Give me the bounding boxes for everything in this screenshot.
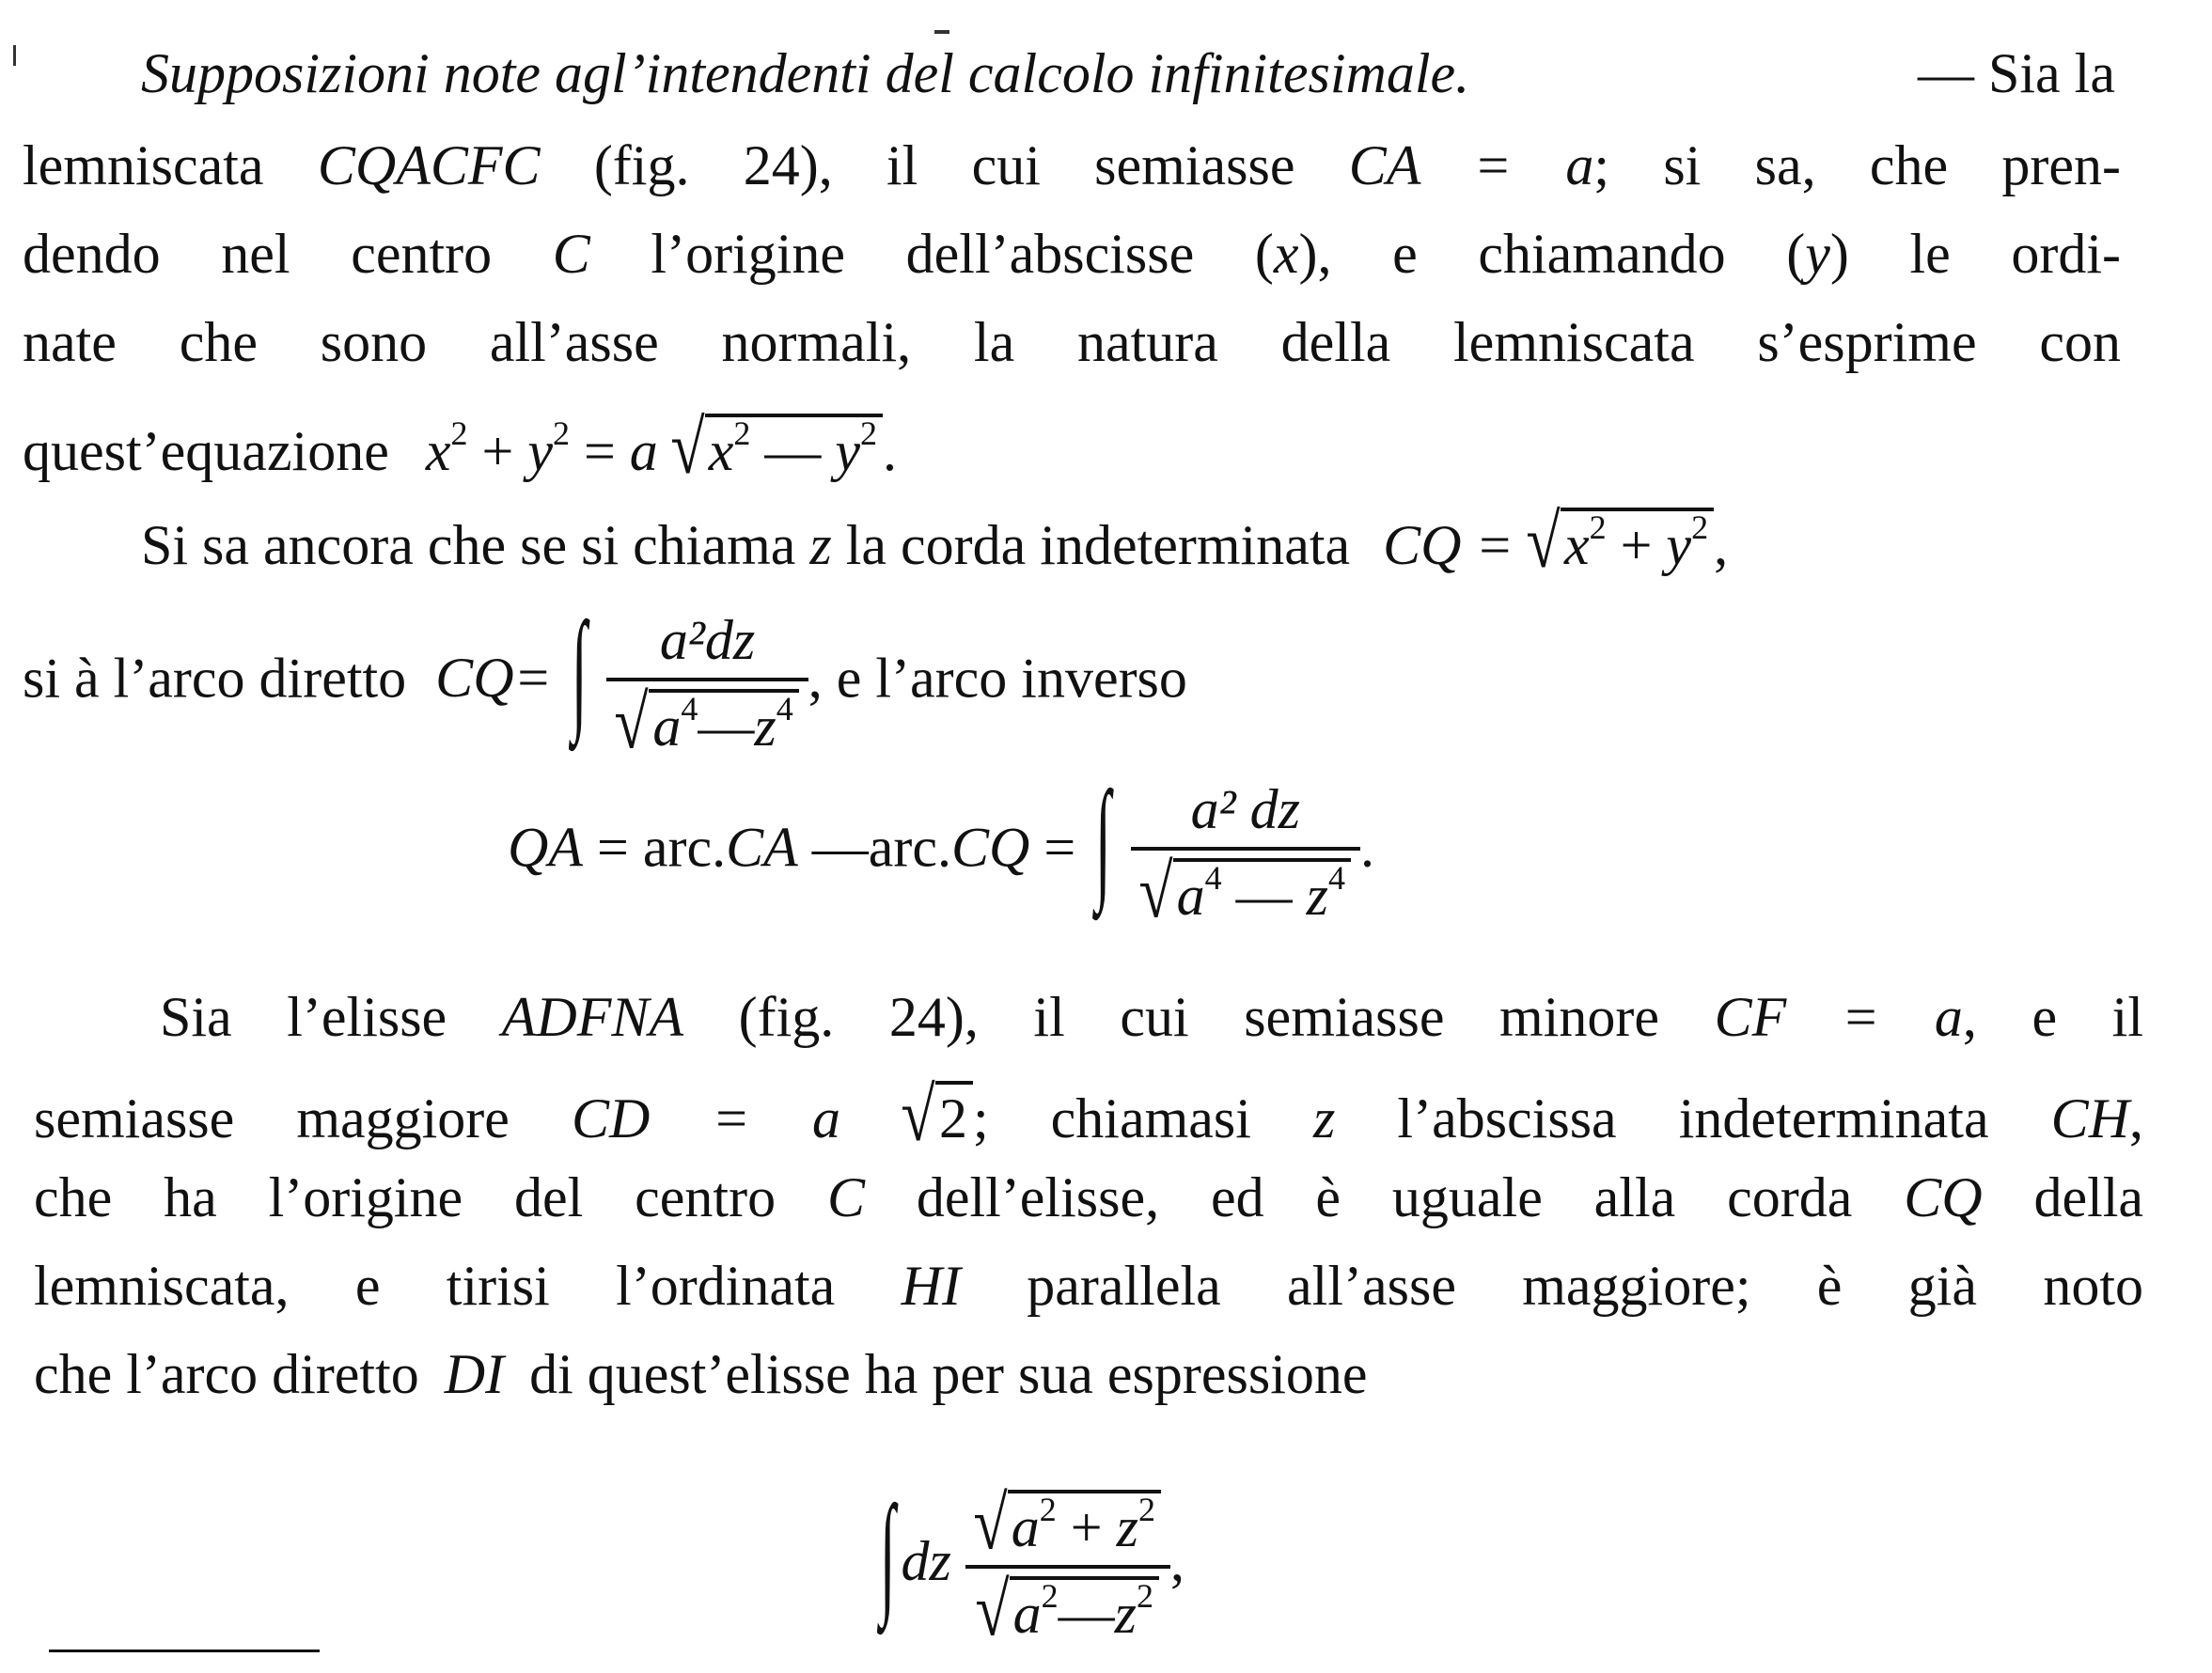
exponent: 4 [776, 690, 793, 727]
text: che ha l’origine del centro [34, 1166, 777, 1228]
exponent: 2 [860, 414, 878, 452]
p1-line-4 [23, 311, 2121, 373]
radical-sign-icon: √ [614, 680, 650, 764]
text: di quest’elisse ha per sua espressione [529, 1343, 1368, 1405]
exponent: 2 [1041, 1577, 1059, 1615]
exponent: 4 [1204, 859, 1222, 897]
operator: — [1058, 1583, 1115, 1645]
p1-line-3 [23, 223, 2122, 285]
text: della [2033, 1166, 2144, 1228]
radical-sign-icon: √ [973, 1480, 1008, 1565]
fraction [1131, 778, 1360, 933]
text: , e il [1962, 986, 2144, 1048]
fraction-denominator [965, 1567, 1170, 1651]
text: che l’arco diretto [34, 1343, 419, 1405]
radicand [1173, 858, 1351, 927]
operator: = [596, 816, 629, 879]
math-curve-name: ADFNA [501, 986, 684, 1048]
text: parallela all’asse maggiore; è già noto [1027, 1255, 2143, 1317]
math-symbol: C [552, 223, 590, 285]
text: nate che sono all’asse normali, la natura della lemniscata s’esprime con [23, 311, 2121, 373]
math-symbol: x [1563, 514, 1590, 576]
text: Sia l’elisse [160, 986, 447, 1048]
radical-sign-icon: √ [670, 405, 705, 490]
p2-line-1 [141, 499, 1729, 584]
radicand [1010, 1576, 1159, 1645]
math-symbol: z [1116, 1496, 1138, 1558]
math-symbol: QA [508, 816, 583, 879]
text: l’origine dell’abscisse ( [651, 223, 1274, 285]
text: ; si sa, che pren- [1593, 134, 2121, 196]
p1-line-1 [141, 42, 2115, 104]
math-symbol: y [835, 420, 861, 482]
fraction-numerator [965, 1480, 1170, 1569]
punctuation: , [1714, 514, 1729, 576]
square-root [614, 680, 798, 764]
square-root [901, 1072, 973, 1157]
square-root [670, 405, 883, 490]
top-dash-mark [934, 30, 949, 34]
math-symbol: CQ [1904, 1166, 1983, 1228]
math-symbol: a [652, 696, 682, 758]
text: arc. [642, 816, 727, 879]
radicand [649, 689, 798, 758]
math-curve-name: CQACFC [317, 134, 541, 196]
operator: + [1620, 514, 1653, 576]
math-symbol: CQ [951, 816, 1030, 879]
punctuation: . [883, 420, 898, 482]
integral-sign-icon: ∫ [880, 1478, 896, 1628]
math-symbol: y [527, 420, 553, 482]
math-symbol: x [708, 420, 734, 482]
text: la corda indeterminata [845, 514, 1351, 576]
text: semiasse maggiore [34, 1087, 510, 1149]
radicand [1561, 508, 1714, 576]
text: ) le ordi- [1829, 223, 2122, 285]
integral-sign-icon: ∫ [572, 595, 588, 745]
exponent: 2 [1589, 508, 1607, 546]
math-symbol: x [1273, 223, 1299, 285]
math-symbol: a [1011, 1496, 1040, 1558]
math-symbol: z [754, 696, 777, 758]
radicand [1008, 1490, 1161, 1556]
text: Si sa ancora che se si chiama [141, 514, 796, 576]
exponent: 2 [450, 414, 468, 452]
p3-line-4 [34, 1255, 2143, 1317]
fraction [606, 609, 808, 764]
operator: — [1235, 865, 1293, 927]
exponent: 2 [1039, 1491, 1057, 1528]
math-symbol: C [826, 1166, 865, 1228]
math-symbol: y [1805, 223, 1830, 285]
radical-sign-icon: √ [975, 1567, 1010, 1651]
operator: = [583, 420, 616, 482]
math-expression: CQ = [1383, 514, 1514, 576]
text: ; chiamasi [972, 1087, 1251, 1149]
footnote-rule [49, 1650, 320, 1652]
math-symbol: z [1114, 1583, 1137, 1645]
operator: — [698, 696, 755, 758]
text: , e l’arco inverso [808, 647, 1187, 710]
math-expression: CA = a [1348, 134, 1594, 196]
display-equation-ellipse-arc [874, 1478, 1184, 1651]
operator: — [811, 816, 869, 879]
margin-tick-mark [13, 45, 16, 66]
square-root [1137, 849, 1351, 933]
text: dell’elisse, ed è uguale alla corda [916, 1166, 1853, 1228]
exponent: 2 [1691, 508, 1709, 546]
operator: = [1043, 816, 1076, 879]
text: (fig. 24), il cui semiasse minore [738, 986, 1660, 1048]
punctuation: . [1359, 816, 1374, 879]
math-expression: CQ= [435, 647, 553, 710]
fraction [965, 1480, 1170, 1651]
math-symbol: a [629, 420, 658, 482]
text: arc. [868, 816, 951, 879]
punctuation: , [1169, 1529, 1184, 1592]
math-symbol: HI [901, 1255, 961, 1317]
heading-continuation: — Sia la [1918, 42, 2115, 104]
math-symbol: CA [726, 816, 798, 879]
operator: + [481, 420, 514, 482]
text: si à l’arco diretto [23, 647, 407, 710]
math-symbol: z [809, 514, 832, 576]
p2-line-2 [23, 595, 1187, 764]
exponent: 2 [733, 414, 751, 452]
exponent: 4 [681, 690, 698, 727]
lemniscate-equation [425, 405, 898, 490]
exponent: 4 [1327, 859, 1345, 897]
fraction-denominator [1131, 849, 1360, 933]
p1-line-5 [23, 405, 898, 490]
display-equation-qa [508, 764, 1374, 933]
text: (fig. 24), il cui semiasse [593, 134, 1295, 196]
math-symbol: a [1176, 865, 1205, 927]
fraction-denominator [606, 680, 808, 764]
radicand [705, 414, 883, 482]
exponent: 2 [1137, 1577, 1154, 1615]
exponent: 2 [552, 414, 570, 452]
math-symbol: x [425, 420, 451, 482]
math-symbol: CH [2050, 1087, 2130, 1149]
section-heading: Supposizioni note agl’intendenti del calcolo infinitesimale. [141, 42, 1470, 104]
math-number: 2 [938, 1087, 967, 1149]
fraction-numerator: a² dz [1131, 780, 1360, 851]
integral-sign-icon: ∫ [1095, 764, 1111, 915]
square-root [975, 1567, 1159, 1651]
math-symbol: DI [444, 1343, 505, 1405]
math-expression: CD = a [571, 1087, 840, 1149]
radical-sign-icon: √ [901, 1072, 935, 1157]
text: lemniscata [23, 134, 264, 196]
square-root [973, 1480, 1161, 1565]
p3-line-5 [34, 1343, 1368, 1405]
text: ), e chiamando ( [1298, 223, 1806, 285]
radical-sign-icon: √ [1137, 849, 1173, 933]
radicand [935, 1081, 973, 1147]
p1-line-2 [23, 134, 2121, 196]
text: dendo nel centro [23, 223, 493, 285]
p3-line-1 [160, 986, 2144, 1048]
text: quest’equazione [23, 420, 389, 482]
text: lemniscata, e tirisi l’ordinata [34, 1255, 836, 1317]
p3-line-2 [34, 1072, 2144, 1157]
radical-sign-icon: √ [1526, 499, 1561, 584]
square-root [1526, 499, 1714, 584]
operator: — [764, 420, 822, 482]
math-symbol: dz [901, 1529, 951, 1592]
math-symbol: z [1306, 865, 1328, 927]
math-symbol: y [1666, 514, 1692, 576]
p3-line-3 [34, 1166, 2144, 1228]
operator: + [1070, 1496, 1103, 1558]
math-symbol: a [1012, 1583, 1042, 1645]
fraction-numerator: a²dz [606, 611, 808, 681]
math-symbol: z [1313, 1087, 1336, 1149]
text: l’abscissa indeterminata [1397, 1087, 1989, 1149]
exponent: 2 [1137, 1491, 1155, 1528]
math-expression: CF = a [1714, 986, 1963, 1048]
punctuation: , [2129, 1087, 2144, 1149]
